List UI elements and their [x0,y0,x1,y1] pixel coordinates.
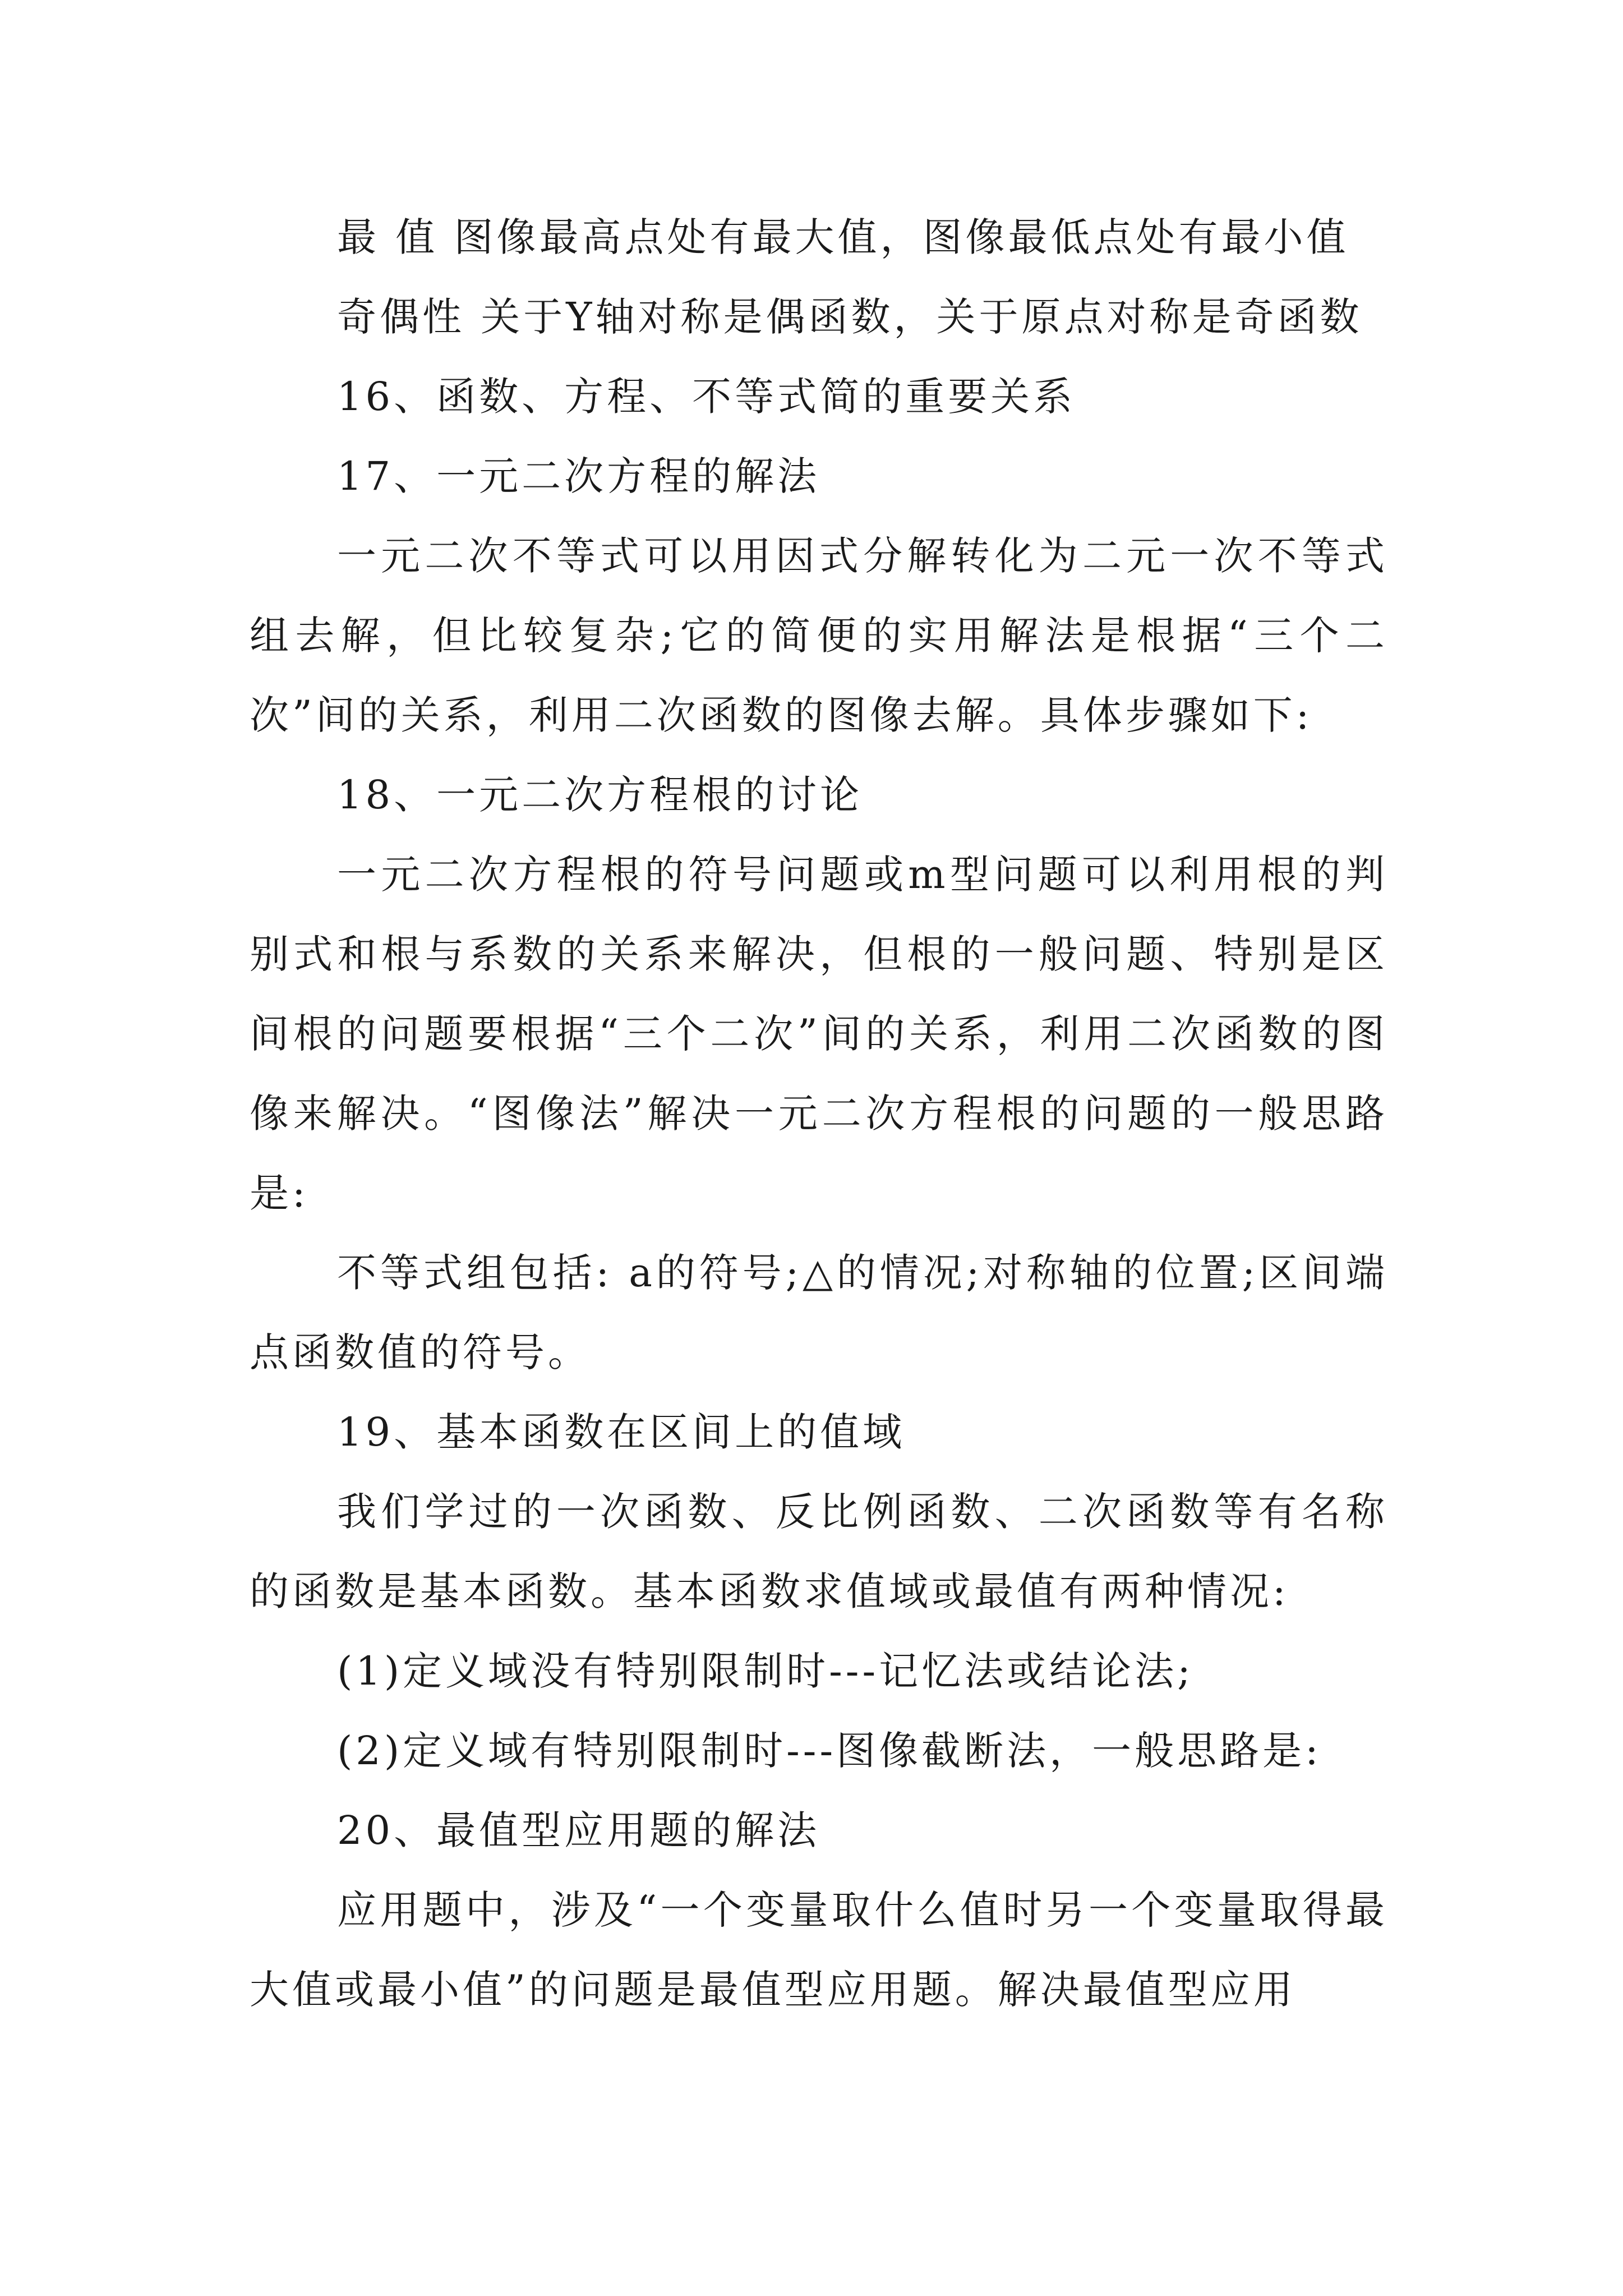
paragraph-case-1: (1)定义域没有特别限制时---记忆法或结论法; [337,1648,1194,1694]
paragraph-extremum: 最 值 图像最高点处有最大值，图像最低点处有最小值 [337,214,1349,260]
heading-19: 19、基本函数在区间上的值域 [337,1409,906,1455]
heading-16: 16、函数、方程、不等式简的重要关系 [337,374,1076,420]
paragraph-case-2: (2)定义域有特别限制时---图像截断法，一般思路是: [337,1728,1322,1774]
heading-17: 17、一元二次方程的解法 [337,453,820,499]
paragraph-application: 应用题中，涉及“一个变量取什么值时另一个变量取得最大值或最小值”的问题是最值型应用题。解决最值型应用 [250,1887,1388,2013]
heading-18: 18、一元二次方程根的讨论 [337,772,863,818]
paragraph-root-discussion: 一元二次方程根的符号问题或m型问题可以利用根的判别式和根与系数的关系来解决，但根的一般问题、特别是区间根的问题要根据“三个二次”间的关系，利用二次函数的图像来解决。“图像法”解决一元二次方程根的问题的一般思路是: [250,852,1388,1216]
heading-20: 20、最值型应用题的解法 [337,1807,820,1853]
paragraph-parity: 奇偶性 关于Y轴对称是偶函数，关于原点对称是奇函数 [337,294,1363,340]
paragraph-quadratic-inequality: 一元二次不等式可以用因式分解转化为二元一次不等式组去解，但比较复杂;它的简便的实用解法是根据“三个二次”间的关系，利用二次函数的图像去解。具体步骤如下: [250,533,1388,738]
document-body [250,197,1388,2030]
paragraph-inequality-system: 不等式组包括: a的符号;△的情况;对称轴的位置;区间端点函数值的符号。 [250,1250,1388,1375]
paragraph-basic-functions: 我们学过的一次函数、反比例函数、二次函数等有名称的函数是基本函数。基本函数求值域或最值有两种情况: [250,1489,1388,1614]
